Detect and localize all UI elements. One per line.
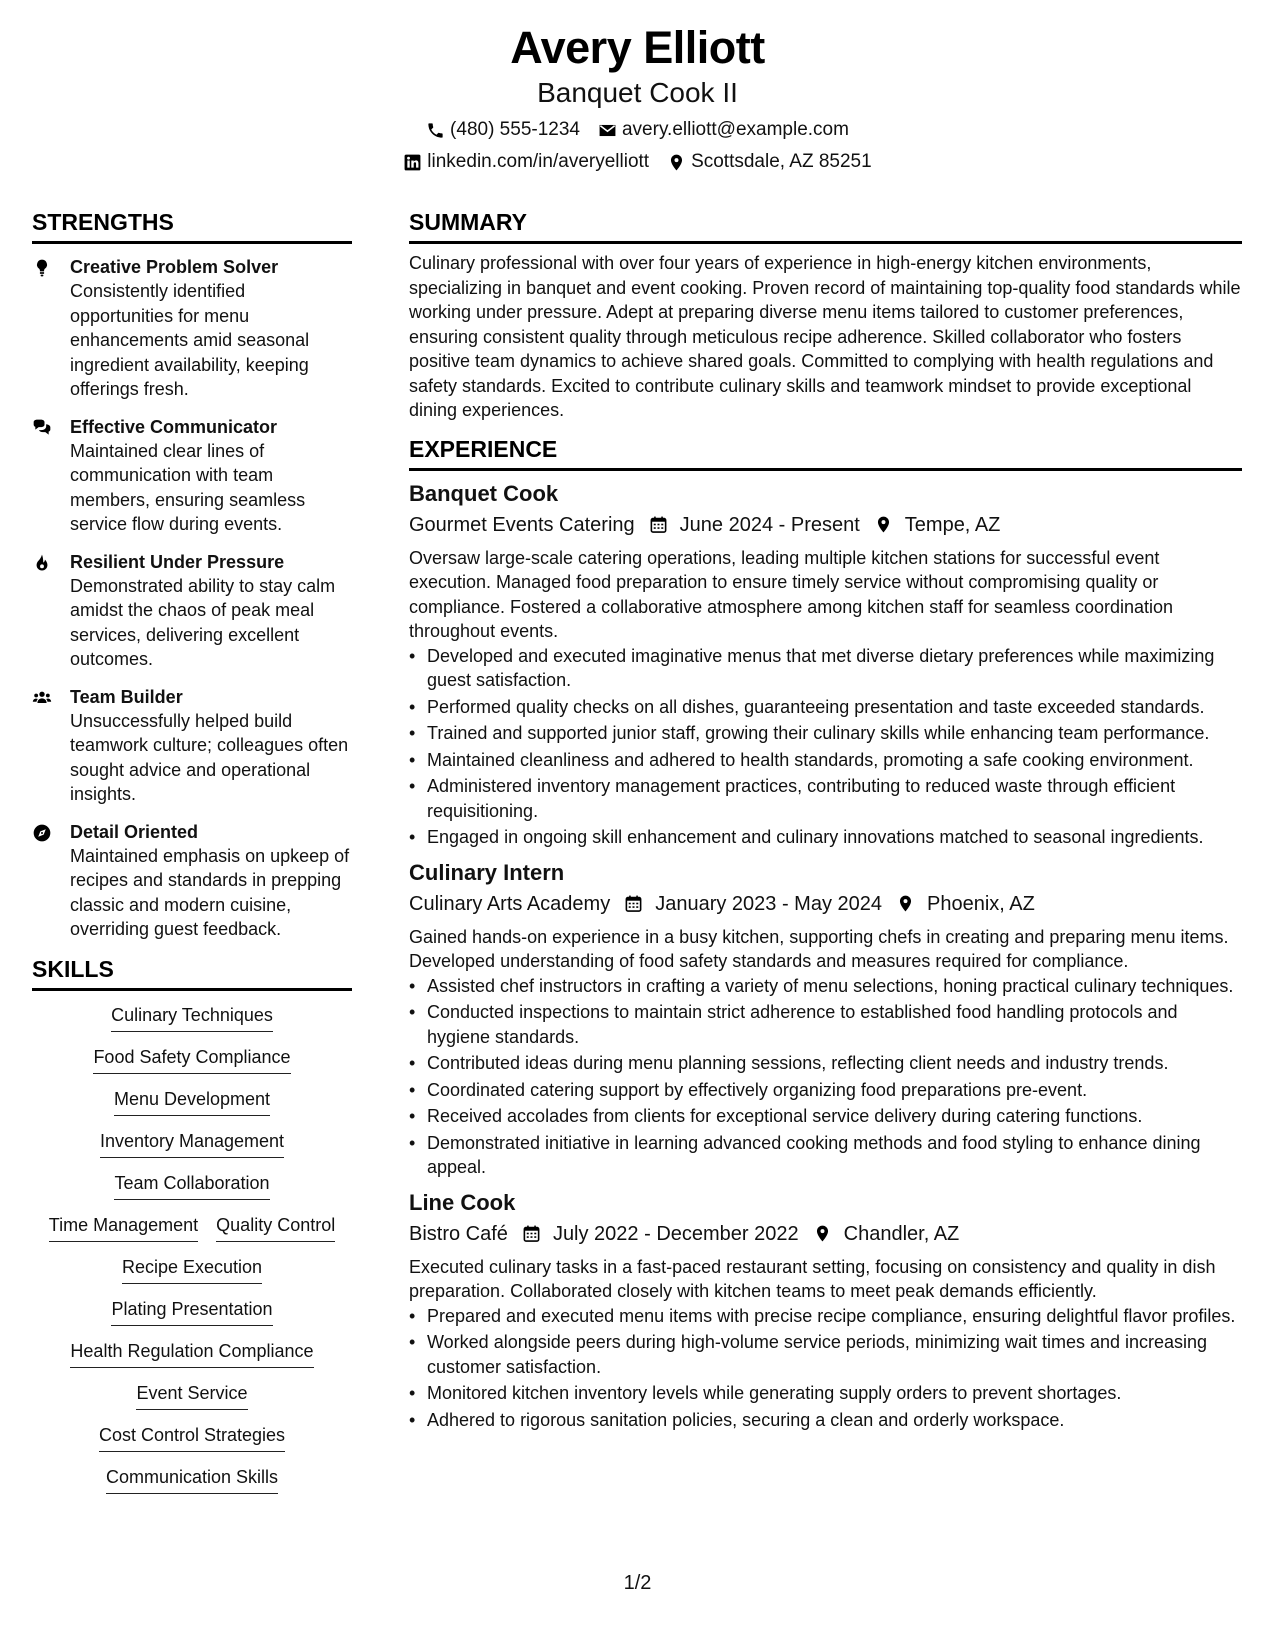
- candidate-name: Avery Elliott: [510, 22, 765, 73]
- contact-row-1: [0, 118, 1275, 142]
- strength-title: Detail Oriented: [70, 821, 199, 842]
- skills-heading: SKILLS: [32, 955, 352, 991]
- strengths-heading: STRENGTHS: [32, 208, 352, 244]
- left-column: [32, 208, 352, 1508]
- page-number: 1/2: [623, 1572, 652, 1594]
- bullet-item: • Conducted inspections to maintain strict adherence to established food handling protocols and hygiene standards.: [427, 1000, 1242, 1049]
- job-location: Tempe, AZ: [904, 513, 1001, 536]
- envelope-icon: [598, 121, 617, 140]
- skill-tag: Recipe Execution: [122, 1256, 262, 1284]
- skill-tag: Team Collaboration: [114, 1172, 269, 1200]
- bullet-item: • Contributed ideas during menu planning sessions, reflecting client needs and industry trends.: [427, 1051, 1242, 1076]
- email-contact: [598, 118, 849, 142]
- skill-tag: Inventory Management: [100, 1130, 284, 1158]
- strength-description: Demonstrated ability to stay calm amidst the chaos of peak meal services, delivering excellent outcomes.: [70, 575, 336, 669]
- bullet-item: • Monitored kitchen inventory levels while generating supply orders to prevent shortages.: [427, 1381, 1242, 1406]
- skill-tag: Culinary Techniques: [111, 1004, 273, 1032]
- company-name: Bistro Café: [409, 1222, 508, 1245]
- job-dates: July 2022 - December 2022: [552, 1222, 799, 1245]
- job-meta: [409, 891, 1242, 917]
- job-description: Executed culinary tasks in a fast-paced restaurant setting, focusing on consistency and quality in dish preparation. Collaborated closely with kitchen teams to meet peak demands efficiently.: [409, 1256, 1216, 1301]
- calendar-icon: [624, 894, 643, 913]
- calendar-icon: [649, 515, 668, 534]
- bullet-item: • Received accolades from clients for exceptional service delivery during catering functions.: [427, 1104, 1242, 1129]
- chat-bubbles-icon: [32, 415, 54, 537]
- skill-tag: Quality Control: [216, 1214, 335, 1242]
- calendar-icon: [522, 1224, 541, 1243]
- job-title: Culinary Intern: [409, 859, 565, 885]
- job-location: Chandler, AZ: [843, 1222, 960, 1245]
- flame-icon: [32, 550, 54, 672]
- strength-title: Effective Communicator: [70, 416, 278, 437]
- phone-contact: [426, 118, 580, 142]
- skill-tag: Communication Skills: [106, 1466, 278, 1494]
- strength-title: Team Builder: [70, 686, 183, 707]
- experience-heading: EXPERIENCE: [409, 435, 1242, 471]
- strength-item: [32, 685, 352, 807]
- strength-item: [32, 820, 352, 942]
- email-text[interactable]: avery.elliott@example.com: [621, 119, 849, 140]
- strength-item: [32, 550, 352, 672]
- resume-header: [0, 22, 1275, 174]
- strength-item: [32, 255, 352, 402]
- strength-description: Maintained emphasis on upkeep of recipes and standards in prepping classic and modern cuisine, overriding guest feedback.: [70, 845, 350, 939]
- strength-item: [32, 415, 352, 537]
- bullet-item: • Worked alongside peers during high-volume service periods, minimizing wait times and increasing customer satisfaction.: [427, 1330, 1242, 1379]
- linkedin-contact: [403, 150, 649, 174]
- contact-row-2: [0, 150, 1275, 174]
- map-pin-icon: [667, 153, 686, 172]
- job-entry: [409, 481, 1242, 850]
- skills-list: [32, 1004, 352, 1494]
- strength-description: Unsuccessfully helped build teamwork culture; colleagues often sought advice and operational insights.: [70, 710, 349, 804]
- job-dates: June 2024 - Present: [679, 513, 860, 536]
- phone-text[interactable]: (480) 555-1234: [450, 119, 580, 140]
- linkedin-icon: [403, 153, 422, 172]
- job-dates: January 2023 - May 2024: [655, 892, 883, 915]
- skill-tag: Plating Presentation: [111, 1298, 272, 1326]
- skill-tag: Menu Development: [114, 1088, 270, 1116]
- summary-heading: SUMMARY: [409, 208, 1242, 244]
- job-description: Oversaw large-scale catering operations, leading multiple kitchen stations for successful event execution. Managed food preparation to ensure timely service without compromising quality or compliance. Fostered a collaborative atmosphere among kitchen staff for seamless coordination throughout events.: [409, 547, 1174, 641]
- phone-icon: [426, 121, 445, 140]
- skill-tag: Cost Control Strategies: [99, 1424, 285, 1452]
- job-title: Line Cook: [409, 1189, 516, 1215]
- lightbulb-icon: [32, 255, 54, 402]
- job-entry: [409, 860, 1242, 1180]
- job-meta: [409, 512, 1242, 538]
- bullet-item: • Maintained cleanliness and adhered to health standards, promoting a safe cooking environment.: [427, 748, 1242, 773]
- candidate-title: Banquet Cook II: [537, 77, 738, 108]
- users-icon: [32, 685, 54, 807]
- bullet-item: • Developed and executed imaginative menus that met diverse dietary preferences while maximizing guest satisfaction.: [427, 644, 1242, 693]
- job-bullets: [409, 974, 1242, 1180]
- job-location: Phoenix, AZ: [927, 892, 1035, 915]
- skill-tag: Event Service: [136, 1382, 247, 1410]
- strength-title: Resilient Under Pressure: [70, 551, 285, 572]
- job-description: Gained hands-on experience in a busy kitchen, supporting chefs in creating and preparing menu items. Developed understanding of food safety standards and measures required for compliance.: [409, 926, 1229, 971]
- strength-description: Consistently identified opportunities for menu enhancements amid seasonal ingredient availability, keeping offerings fresh.: [70, 281, 310, 399]
- map-pin-icon: [813, 1224, 832, 1243]
- location-contact: [667, 150, 872, 174]
- skill-tag: Time Management: [49, 1214, 198, 1242]
- strengths-list: [32, 255, 352, 942]
- job-bullets: [409, 1304, 1242, 1433]
- company-name: Culinary Arts Academy: [409, 892, 611, 915]
- right-column: [409, 208, 1242, 1434]
- bullet-item: • Assisted chef instructors in crafting a variety of menu selections, honing practical culinary techniques.: [427, 974, 1242, 999]
- strength-title: Creative Problem Solver: [70, 257, 279, 277]
- summary-text: Culinary professional with over four years of experience in high-energy kitchen environments, specializing in banquet and event cooking. Proven record of maintaining top-quality food standards while working under pressure. Adept at preparing diverse menu items tailored to customer preferences, ensuring consistent quality through meticulous recipe adherence. Skilled collaborator who fosters positive team dynamics to achieve shared goals. Committed to complying with health regulations and safety standards. Excited to contribute culinary skills and teamwork mindset to provide exceptional dining experiences.: [409, 253, 1241, 420]
- job-meta: [409, 1221, 1242, 1247]
- skill-tag: Food Safety Compliance: [93, 1046, 290, 1074]
- bullet-item: • Trained and supported junior staff, growing their culinary skills while enhancing team performance.: [427, 721, 1242, 746]
- bullet-item: • Adhered to rigorous sanitation policies, securing a clean and orderly workspace.: [427, 1408, 1242, 1433]
- job-title: Banquet Cook: [409, 480, 559, 506]
- job-bullets: [409, 644, 1242, 850]
- compass-icon: [32, 820, 54, 942]
- map-pin-icon: [874, 515, 893, 534]
- location-text: Scottsdale, AZ 85251: [691, 151, 872, 172]
- bullet-item: • Prepared and executed menu items with precise recipe compliance, ensuring delightful flavor profiles.: [427, 1304, 1242, 1329]
- bullet-item: • Engaged in ongoing skill enhancement and culinary innovations matched to seasonal ingredients.: [427, 825, 1242, 850]
- skill-tag: Health Regulation Compliance: [70, 1340, 313, 1368]
- bullet-item: • Performed quality checks on all dishes, guaranteeing presentation and taste exceeded standards.: [427, 695, 1242, 720]
- bullet-item: • Demonstrated initiative in learning advanced cooking methods and food styling to enhance dining appeal.: [427, 1131, 1242, 1180]
- linkedin-text[interactable]: linkedin.com/in/averyelliott: [427, 151, 650, 172]
- map-pin-icon: [896, 894, 915, 913]
- strength-description: Maintained clear lines of communication with team members, ensuring seamless service flow during events.: [70, 440, 306, 534]
- job-entry: [409, 1190, 1242, 1433]
- company-name: Gourmet Events Catering: [409, 513, 635, 536]
- bullet-item: • Coordinated catering support by effectively organizing food preparations pre-event.: [427, 1078, 1242, 1103]
- bullet-item: • Administered inventory management practices, contributing to reduced waste through efficient requisitioning.: [427, 774, 1242, 823]
